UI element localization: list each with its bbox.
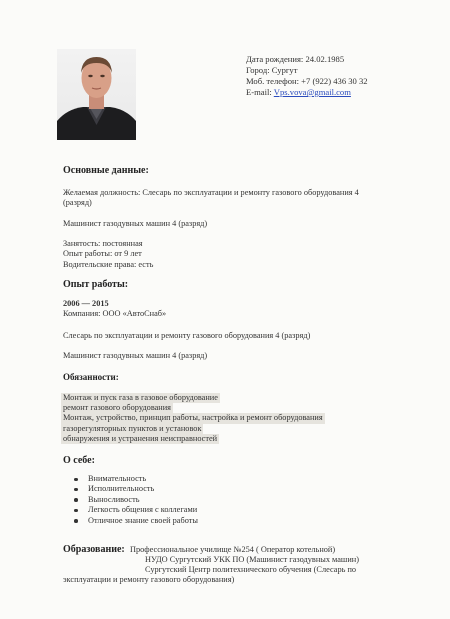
duty-item: обнаружения и устранения неисправностей bbox=[63, 433, 218, 443]
phone: Моб. телефон: +7 (922) 436 30 32 bbox=[246, 76, 368, 86]
about-list bbox=[72, 474, 198, 526]
about-item bbox=[72, 516, 198, 526]
duties-list bbox=[61, 393, 325, 444]
bullet-icon bbox=[74, 509, 78, 513]
education-line-3: Сургутский Центр политехнического обучения (Слесарь по bbox=[145, 565, 357, 574]
about-item-text: Отличное знание своей работы bbox=[88, 515, 198, 525]
bullet-icon bbox=[74, 498, 78, 502]
profile-photo bbox=[57, 49, 136, 140]
education-line-1: Профессиональное училище №254 ( Оператор котельной) bbox=[130, 545, 336, 554]
desired-machinist: Машинист газодувных машин 4 (разряд) bbox=[63, 219, 208, 228]
about-item-text: Выносливость bbox=[88, 494, 140, 504]
experience: Опыт работы: от 9 лет bbox=[63, 249, 142, 259]
city: Город: Сургут bbox=[246, 65, 298, 75]
duty-item: Монтаж и пуск газа в газовое оборудование bbox=[63, 393, 218, 402]
desired-position bbox=[63, 188, 359, 209]
contact-block bbox=[246, 54, 368, 98]
about-item-text: Легкость общения с коллегами bbox=[88, 505, 198, 515]
education-title: Образование: bbox=[63, 544, 125, 555]
bullet-icon bbox=[74, 478, 78, 482]
drivers-license: Водительские права: есть bbox=[63, 259, 154, 269]
education-line-2: НУДО Сургутский УКК ПО (Машинист газодувных машин) bbox=[145, 555, 359, 564]
birth-date: Дата рождения: 24.02.1985 bbox=[246, 54, 345, 64]
work-section-title: Опыт работы: bbox=[63, 279, 129, 290]
desired-position-line2: (разряд) bbox=[63, 198, 92, 208]
work-role-1: Слесарь по эксплуатации и ремонту газового оборудования 4 (разряд) bbox=[63, 331, 311, 340]
about-section-title: О себе: bbox=[63, 455, 95, 466]
main-section-title: Основные данные: bbox=[63, 165, 149, 176]
work-company: Компания: ООО «АвтоСнаб» bbox=[63, 309, 167, 318]
work-role-2: Машинист газодувных машин 4 (разряд) bbox=[63, 351, 208, 360]
email-label: E-mail: bbox=[246, 87, 274, 97]
duty-item: ремонт газового оборудования bbox=[63, 403, 172, 413]
duties-title: Обязанности: bbox=[63, 372, 119, 382]
about-item bbox=[72, 474, 198, 484]
desired-position-line1: Желаемая должность: Слесарь по эксплуатации и ремонту газового оборудования 4 bbox=[63, 188, 359, 197]
about-item-text: Внимательность bbox=[88, 474, 147, 483]
work-period: 2006 — 2015 bbox=[63, 299, 109, 308]
about-item bbox=[72, 495, 198, 505]
email-link[interactable]: Vps.vova@gmail.com bbox=[273, 87, 351, 97]
duty-item: Монтаж, устройство, принцип работы, настройка и ремонт оборудования bbox=[63, 413, 323, 423]
education-line-4: эксплуатации и ремонту газового оборудования) bbox=[63, 575, 235, 584]
bullet-icon bbox=[74, 519, 78, 523]
bullet-icon bbox=[74, 488, 78, 492]
employment: Занятость: постоянная bbox=[63, 239, 143, 248]
email-row bbox=[246, 87, 368, 98]
about-item bbox=[72, 484, 198, 494]
employment-info bbox=[63, 239, 153, 270]
about-item bbox=[72, 505, 198, 515]
about-item-text: Исполнительность bbox=[88, 484, 155, 494]
duty-item: газорегуляторных пунктов и установок bbox=[63, 423, 202, 433]
